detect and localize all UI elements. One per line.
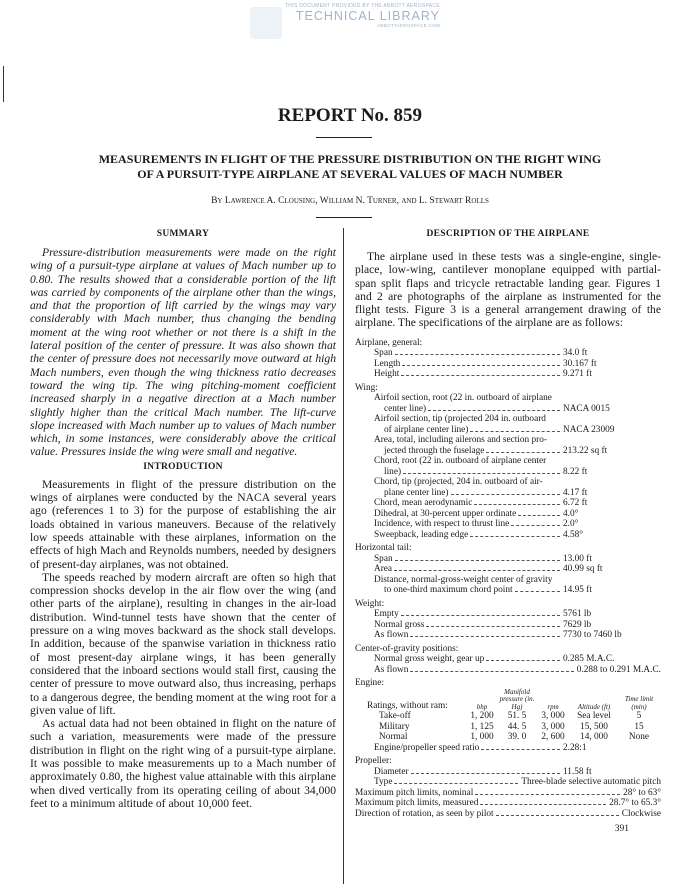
spec-label: As flown — [374, 630, 409, 641]
ratings-label: Ratings, without ram: — [367, 700, 448, 711]
authors: By Lawrence A. Clousing, William N. Turner, and L. Stewart Rolls — [211, 196, 489, 206]
column-header: Manifold pressure (in. Hg) — [499, 687, 535, 711]
spec-label: Airfoil section, tip (projected 204 in. outboard — [374, 414, 546, 425]
spec-value: 4.0° — [563, 508, 579, 519]
spec-value: 11.58 ft — [563, 766, 592, 777]
spec-value: 6.72 ft — [563, 498, 588, 509]
spec-label: Sweepback, leading edge — [374, 529, 469, 540]
spec-row — [355, 654, 661, 665]
spec-group-general — [355, 338, 661, 380]
spec-label: Maximum pitch limits, measured — [355, 798, 479, 809]
spec-label: Chord, tip (projected, 204 in. outboard of air- — [374, 477, 543, 488]
title-line: MEASUREMENTS IN FLIGHT OF THE PRESSURE DISTRIBUTION ON THE RIGHT WING — [98, 152, 602, 166]
engine-rating-cell: 1, 125 — [470, 721, 494, 732]
spec-row — [355, 404, 661, 415]
engine-rating-cell: 5 — [636, 711, 642, 722]
spec-label: As flown — [374, 664, 409, 675]
spec-group-tail — [355, 543, 661, 596]
spec-row — [355, 809, 661, 820]
engine-rating-cell: 1, 200 — [470, 711, 494, 722]
watermark-seal-icon — [250, 7, 282, 39]
engine-rating-name: Military — [379, 721, 410, 732]
spec-group-weight — [355, 599, 661, 641]
divider — [316, 217, 372, 218]
spec-group-label: Wing: — [355, 382, 378, 393]
spec-label: Area — [374, 564, 393, 575]
summary-text: Pressure-distribution measurements were made on the right wing of a pursuit-type airplane at values of Mach number up to 0.80. The results showed that a considerable portion of the lift was carried by components of the airplane other than the wings, and that the proportion of lift carried by the wings may vary considerably with Mach number, thus changing the bending moment at the wing root whether or not there is a shift in the lateral position of the center of pressure. It was also shown that the center of pressure does not necessarily move outward at high Mach numbers, even though the wing thickness ratio decreases toward the wing tip. The wing pitching-moment coefficient increased sharply in a negative direction at a Mach number slightly higher than the critical Mach number. The lift-curve slope increased with Mach number up to values of Mach number which, in some instances, were considerably above the critical value. Pressures inside the wing were small and negative. — [30, 246, 336, 459]
spec-group-label: Horizontal tail: — [355, 543, 412, 554]
spec-label: Span — [374, 553, 393, 564]
spec-row — [355, 348, 661, 359]
spec-value: NACA 23009 — [563, 424, 615, 435]
spec-row — [355, 359, 661, 370]
spec-row — [355, 369, 661, 380]
right-column — [355, 228, 661, 835]
column-header: Time limit (min) — [624, 695, 654, 711]
spec-label: Direction of rotation, as seen by pilot — [355, 808, 494, 819]
spec-value: 2.28:1 — [563, 742, 587, 753]
spec-value: 0.285 M.A.C. — [563, 654, 615, 665]
spec-row — [355, 777, 661, 788]
spec-value: 4.58° — [563, 529, 583, 540]
spec-label: Empty — [374, 609, 399, 620]
spec-group-cg — [355, 644, 661, 676]
spec-label: plane center line) — [384, 487, 449, 498]
spec-label: to one-third maximum chord point — [384, 585, 513, 596]
spec-value: 2.0° — [563, 519, 579, 530]
spec-label: line) — [384, 466, 402, 477]
spec-group-engine — [355, 678, 661, 753]
intro-paragraph: The speeds reached by modern aircraft are often so high that compression shocks develop in the air flow over the wing (and other parts of the airplane), resulting in changes in the air-load distribution. Wind-tunnel tests have shown that the center of pressure on a wing moves backward as the shock stall develops. In addition, because of the spanwise variation in thickness ratio of most present-day airplane wings, it has been generally considered that the inboard sections would stall first, causing the center of pressure to move outward also, thus increasing, perhaps to a dangerous degree, the bending moment at the wing root for a given value of lift. — [30, 570, 336, 717]
watermark-line2: TECHNICAL LIBRARY — [295, 9, 440, 23]
engine-rating-cell: 15 — [634, 721, 644, 732]
report-number: REPORT No. 859 — [277, 105, 423, 126]
spec-label: Dihedral, at 30-percent upper ordinate — [374, 508, 517, 519]
left-column — [30, 228, 336, 810]
engine-rating-cell: None — [628, 732, 650, 743]
spec-label: Engine/propeller speed ratio — [374, 742, 480, 753]
spec-label: Type — [374, 777, 393, 788]
spec-value: 28.7° to 65.3° — [609, 798, 661, 809]
spec-label: Normal gross weight, gear up — [374, 654, 485, 665]
spec-label: Length — [374, 358, 401, 369]
spec-label: Airfoil section, root (22 in. outboard of airplane — [374, 393, 552, 404]
spec-row — [355, 498, 661, 509]
spec-row — [355, 585, 661, 596]
spec-group-label: Airplane, general: — [355, 337, 423, 348]
spec-value: 0.288 to 0.291 M.A.C. — [576, 664, 661, 675]
spec-group-label: Weight: — [355, 598, 385, 609]
description-heading: DESCRIPTION OF THE AIRPLANE — [426, 229, 590, 239]
spec-label: Height — [374, 369, 400, 380]
spec-value: 9.271 ft — [563, 369, 592, 380]
spec-value: Clockwise — [621, 808, 661, 819]
spec-value: 4.17 ft — [563, 487, 588, 498]
spec-row — [355, 630, 661, 641]
spec-value: 34.0 ft — [563, 348, 588, 359]
spec-row — [355, 620, 661, 631]
intro-paragraph: Measurements in flight of the pressure distribution on the wings of airplanes were conducted by the NACA several years ago (references 1 to 3) for the purpose of establishing the air loads obtained in various maneuvers. Because of the relatively low speeds attainable with these airplanes, information on the effects of high Mach and Reynolds numbers, needed by designers of present-day airplanes, was not obtained. — [30, 477, 336, 571]
introduction-heading: INTRODUCTION — [143, 461, 223, 472]
spec-value: 7730 to 7460 lb — [563, 630, 622, 641]
spec-label: Area, total, including ailerons and section pro- — [374, 435, 547, 446]
spec-label: center line) — [384, 403, 427, 414]
watermark-line3: ABBOTTAEROSPACE.COM — [377, 23, 440, 28]
engine-rating-cell: 2, 600 — [541, 732, 565, 743]
spec-value: 7629 lb — [563, 619, 592, 630]
title-line: OF A PURSUIT-TYPE AIRPLANE AT SEVERAL VALUES OF MACH NUMBER — [137, 167, 563, 181]
page-title — [0, 152, 700, 182]
engine-rating-cell: 3, 000 — [541, 711, 565, 722]
spec-value: 213.22 sq ft — [563, 445, 608, 456]
engine-rating-cell: 39. 0 — [507, 732, 527, 743]
spec-label: Diameter — [374, 766, 409, 777]
engine-rating-cell: 44. 5 — [507, 721, 527, 732]
spec-label: Maximum pitch limits, nominal — [355, 787, 474, 798]
spec-value: 8.22 ft — [563, 466, 588, 477]
spec-row — [355, 509, 661, 520]
spec-value: 30.167 ft — [563, 358, 597, 369]
spec-row — [355, 446, 661, 457]
page-number: 391 — [614, 824, 629, 835]
spec-value: 13.00 ft — [563, 553, 592, 564]
spec-label: Normal gross — [374, 619, 425, 630]
engine-rating-cell: 1, 000 — [470, 732, 494, 743]
spec-group-wing — [355, 383, 661, 541]
engine-rating-cell: 15, 500 — [580, 721, 608, 732]
spec-label: Distance, normal-gross-weight center of gravity — [374, 574, 553, 585]
engine-rating-cell: 14, 000 — [580, 732, 608, 743]
engine-rating-cell: Sea level — [577, 711, 611, 722]
spec-value: 40.99 sq ft — [563, 564, 603, 575]
spec-value: 14.95 ft — [563, 585, 592, 596]
spec-row — [355, 467, 661, 478]
spec-row — [355, 798, 661, 809]
spec-row — [355, 767, 661, 778]
engine-rating-name: Take-off — [379, 711, 411, 722]
engine-rating-name: Normal — [379, 732, 408, 743]
spec-row — [355, 564, 661, 575]
column-header: rpm — [547, 702, 559, 711]
spec-group-propeller — [355, 756, 661, 819]
engine-ratings-table — [355, 689, 661, 743]
spec-label: jected through the fuselage — [384, 445, 485, 456]
specifications — [355, 338, 661, 820]
engine-rating-cell: 51. 5 — [507, 711, 527, 722]
spec-row — [355, 743, 661, 754]
engine-rating-cell: 3, 000 — [541, 721, 565, 732]
column-header: Altitude (ft) — [577, 702, 611, 711]
margin-mark — [3, 66, 4, 102]
spec-label: of airplane center line) — [384, 424, 469, 435]
spec-value: 5761 lb — [563, 609, 592, 620]
description-text: The airplane used in these tests was a single-engine, single-place, low-wing, cantilever monoplane equipped with partial-span split flaps and tricycle retractable landing gear. Figures 1 and 2 are photographs of the airplane as instrumented for the flight tests. Figure 3 is a general arrangement drawing of the airplane. The specifications of the airplane are as follows: — [355, 250, 661, 330]
spec-label: Chord, mean aerodynamic — [374, 498, 473, 509]
spec-value: NACA 0015 — [563, 403, 610, 414]
spec-row — [355, 530, 661, 541]
spec-label: Span — [374, 348, 393, 359]
spec-group-label: Engine: — [355, 678, 384, 689]
spec-row — [355, 519, 661, 530]
spec-label: Incidence, with respect to thrust line — [374, 519, 510, 530]
spec-row — [355, 425, 661, 436]
spec-group-label: Propeller: — [355, 756, 392, 767]
spec-row — [355, 788, 661, 799]
column-divider — [343, 228, 344, 884]
spec-group-label: Center-of-gravity positions: — [355, 643, 459, 654]
spec-row — [355, 609, 661, 620]
spec-value: 28° to 63° — [623, 787, 661, 798]
watermark-line1: THIS DOCUMENT PROVIDED BY THE ABBOTT AEROSPACE — [284, 3, 440, 9]
spec-value: Three-blade selective automatic pitch — [521, 777, 661, 788]
column-header: bhp — [476, 702, 488, 711]
spec-row — [355, 665, 661, 676]
watermark — [250, 3, 440, 29]
spec-label: Chord, root (22 in. outboard of airplane center — [374, 456, 547, 467]
summary-heading: SUMMARY — [156, 229, 210, 239]
spec-row — [355, 488, 661, 499]
intro-paragraph: As actual data had not been obtained in flight on the nature of such a variation, measurements were made of the pressure distribution in flight on the right wing of a pursuit-type airplane. It was possible to make measurements up to a Mach number of approximately 0.80, the highest value attainable with this airplane when dived vertically from its operating ceiling of about 34,000 feet to a minimum altitude of about 10,000 feet. — [30, 717, 336, 810]
divider — [316, 137, 372, 138]
spec-row — [355, 554, 661, 565]
